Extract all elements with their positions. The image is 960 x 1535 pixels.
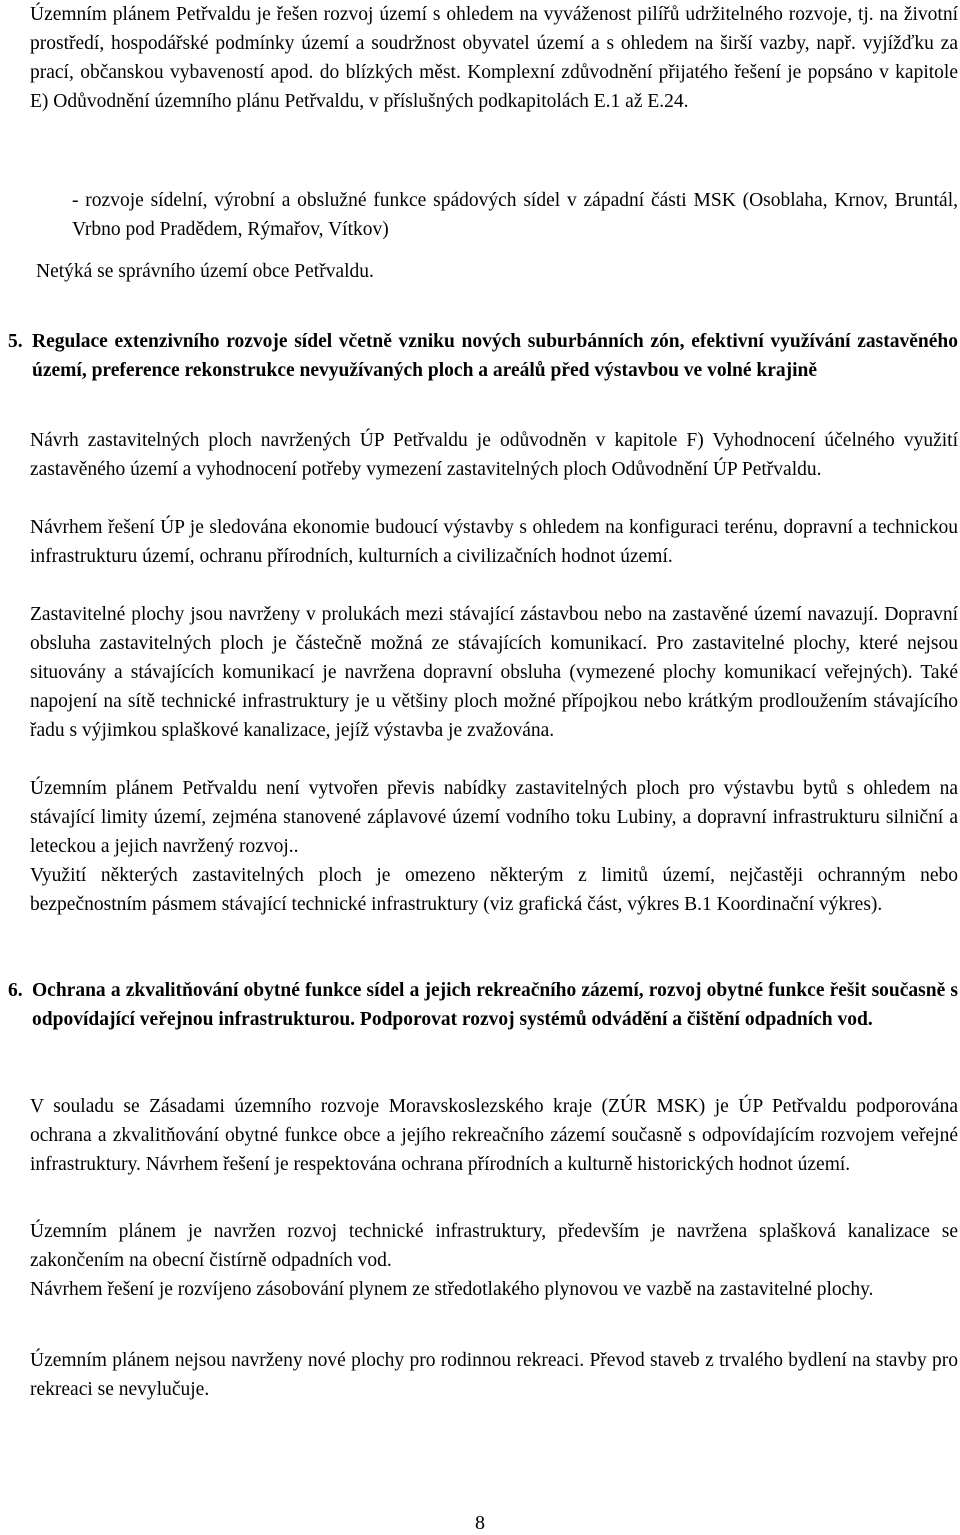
paragraph-text: Návrhem řešení je rozvíjeno zásobování plynem ze středotlakého plynovou ve vazbě na zastavitelné plochy. bbox=[30, 1279, 874, 1300]
paragraph-section6-b bbox=[30, 1217, 958, 1275]
paragraph-section6-c bbox=[30, 1275, 958, 1304]
section-title: Ochrana a zkvalitňování obytné funkce sídel a jejich rekreačního zázemí, rozvoj obytné funkce řešit současně s odpovídající veřejnou infrastrukturou. Podporovat rozvoj systémů odvádění a čištění odpadních vod. bbox=[32, 980, 958, 1030]
paragraph-section5-d bbox=[30, 774, 958, 861]
section-title: Regulace extenzivního rozvoje sídel včetně vzniku nových suburbánních zón, efektivní využívání zastavěného území, preference rekonstrukce nevyužívaných ploch a areálů před výstavbou ve volné krajině bbox=[32, 331, 958, 381]
paragraph-section6-a bbox=[30, 1092, 958, 1179]
paragraph-dash-item bbox=[72, 186, 958, 244]
paragraph-section5-a bbox=[30, 426, 958, 484]
section-heading-5 bbox=[8, 327, 958, 385]
paragraph-text: Netýká se správního území obce Petřvaldu. bbox=[36, 261, 374, 282]
paragraph-text: V souladu se Zásadami územního rozvoje Moravskoslezského kraje (ZÚR MSK) je ÚP Petřvaldu podporována ochrana a zkvalitňování obytné funkce obce a jejího rekreačního zázemí současně s odpovídajícím rozvojem veřejné infrastruktury. Návrhem řešení je respektována ochrana přírodních a kulturně historických hodnot území. bbox=[30, 1096, 958, 1175]
paragraph-text: Návrhem řešení ÚP je sledována ekonomie budoucí výstavby s ohledem na konfiguraci terénu, dopravní a technickou infrastrukturu území, ochranu přírodních, kulturních a civilizačních hodnot území. bbox=[30, 517, 958, 567]
paragraph-section6-d bbox=[30, 1346, 958, 1404]
paragraph-text: Územním plánem nejsou navrženy nové plochy pro rodinnou rekreaci. Převod staveb z trvalého bydlení na stavby pro rekreaci se nevylučuje. bbox=[30, 1350, 958, 1400]
paragraph-text: Zastavitelné plochy jsou navrženy v prolukách mezi stávající zástavbou nebo na zastavěné území navazují. Dopravní obsluha zastavitelných ploch je částečně možná ze stávajících komunikací. Pro zastavitelné plochy, které nejsou situovány a stávajících komunikací je navržena dopravní obsluha (vymezené plochy komunikací veřejných). Také napojení na sítě technické infrastruktury je u většiny ploch možné přípojkou nebo krátkým prodloužením stávajícího řadu s výjimkou splaškové kanalizace, jejíž výstavba je zvažována. bbox=[30, 604, 958, 741]
section-number: 6. bbox=[8, 980, 23, 1001]
section-number: 5. bbox=[8, 331, 23, 352]
paragraph-text: Využití některých zastavitelných ploch je omezeno některým z limitů území, nejčastěji ochranným nebo bezpečnostním pásmem stávající technické infrastruktury (viz grafická část, výkres B.1 Koordinační výkres). bbox=[30, 865, 958, 915]
paragraph-not-applicable bbox=[36, 257, 958, 286]
paragraph-text: Územním plánem Petřvaldu je řešen rozvoj území s ohledem na vyváženost pilířů udržitelného rozvoje, tj. na životní prostředí, hospodářské podmínky území a soudržnost obyvatel území a s ohledem na širší vazby, např. vyjížďku za prací, občanskou vybaveností apod. do blízkých měst. Komplexní zdůvodnění přijatého řešení je popsáno v kapitole E) Odůvodnění územního plánu Petřvaldu, v příslušných podkapitolách E.1 až E.24. bbox=[30, 4, 958, 112]
paragraph-text: Územním plánem Petřvaldu není vytvořen převis nabídky zastavitelných ploch pro výstavbu bytů s ohledem na stávající limity území, zejména stanovené záplavové území vodního toku Lubiny, a dopravní infrastrukturu silniční a leteckou a jejich navržený rozvoj.. bbox=[30, 778, 958, 857]
paragraph-text: - rozvoje sídelní, výrobní a obslužné funkce spádových sídel v západní části MSK (Osoblaha, Krnov, Bruntál, Vrbno pod Pradědem, Rýmařov, Vítkov) bbox=[72, 190, 958, 240]
page-number: 8 bbox=[475, 1512, 485, 1534]
paragraph-section5-e bbox=[30, 861, 958, 919]
section-heading-6 bbox=[8, 976, 958, 1034]
paragraph-section5-c bbox=[30, 600, 958, 745]
paragraph-intro bbox=[30, 0, 958, 116]
paragraph-section5-b bbox=[30, 513, 958, 571]
paragraph-text: Územním plánem je navržen rozvoj technické infrastruktury, především je navržena splašková kanalizace se zakončením na obecní čistírně odpadních vod. bbox=[30, 1221, 958, 1271]
paragraph-text: Návrh zastavitelných ploch navržených ÚP Petřvaldu je odůvodněn v kapitole F) Vyhodnocení účelného využití zastavěného území a vyhodnocení potřeby vymezení zastavitelných ploch Odůvodnění ÚP Petřvaldu. bbox=[30, 430, 958, 480]
